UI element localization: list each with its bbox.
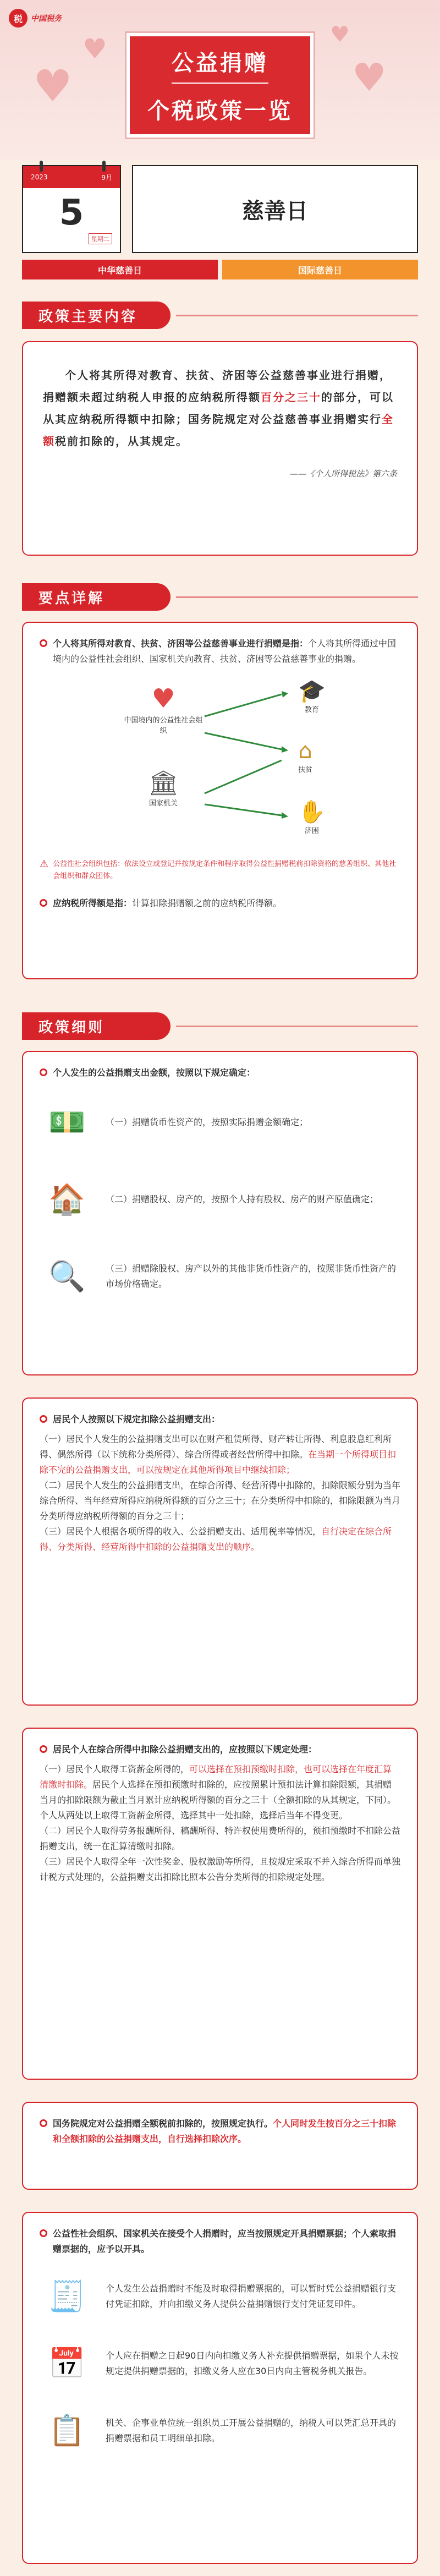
rule-receipt-item (40, 2403, 400, 2458)
bullet-icon (40, 1068, 47, 1076)
rule-amount-other: （三）捐赠除股权、房产以外的其他非货币性资产的，按照非货币性资产的市场价格确定。 (106, 1263, 397, 1289)
page-title: 公益捐赠 (172, 46, 268, 84)
calendar-month: 9月 (101, 173, 112, 182)
title-box (127, 33, 314, 138)
receipt-icon: 🧾 (48, 2279, 86, 2314)
section-header-points (22, 583, 170, 611)
divider (176, 1026, 418, 1027)
rule-amount-item (40, 1172, 400, 1227)
rule-comprehensive-title (40, 1742, 400, 1757)
bullet-icon (40, 1415, 47, 1423)
section-header-main (22, 302, 170, 329)
org-label: 中国境内的公益性社会组织 (124, 716, 203, 735)
rule-receipt-title (40, 2226, 400, 2257)
bullet-icon (40, 2119, 47, 2127)
rule-amount-title (40, 1065, 400, 1081)
rule-deduction-heading: 居民个人按照以下规定扣除公益捐赠支出： (53, 1414, 221, 1424)
day-name: 慈善日 (132, 165, 418, 253)
rule-receipt-item (40, 2336, 400, 2391)
heart-icon: ♥ (330, 22, 350, 47)
bullet-icon (40, 639, 47, 647)
logo (9, 9, 62, 28)
rule-full-deduction-text: 国务院规定对公益捐赠全额税前扣除的，按照规定执行。 (53, 2118, 273, 2129)
gov-label: 国家机关 (148, 799, 178, 808)
section-title: 政策主要内容 (22, 302, 170, 329)
divider (176, 315, 418, 316)
money-icon: 💵 (48, 1105, 86, 1139)
calendar (22, 165, 121, 253)
poverty-node (298, 738, 312, 774)
rules-card-deduction (22, 1397, 418, 1706)
main-text-c: 税前扣除的，从其规定。 (55, 435, 188, 448)
point-taxable-income (40, 896, 400, 911)
rule-deduction-1 (40, 1432, 400, 1478)
rule-receipt-bank: 个人发生公益捐赠时不能及时取得捐赠票据的，可以暂时凭公益捐赠银行支付凭证扣除，并向扣缴义务人提供公益捐赠银行支付凭证复印件。 (106, 2283, 397, 2309)
calendar-year: 2023 (31, 173, 48, 181)
calendar-rings (40, 161, 106, 172)
rule-comprehensive-1-rest: 居民个人选择在预扣预缴时扣除的，应按照累计预扣法计算扣除限额，其捐赠当月的扣除限额为截止当月累计应纳税所得额的百分之三十（全额扣除的从其规定，下同）。个人从两处以上取得工资薪金所得，选择其中一处扣除，选择后当年不得变更。 (40, 1779, 397, 1821)
poverty-alleviation-icon: ⌂ (298, 738, 312, 764)
rule-receipt-90days: 个人应在捐赠之日起90日内向扣缴义务人补充提供捐赠票据，如果个人未按规定提供捐赠票据的，扣缴义务人应在30日内向主管税务机关报告。 (106, 2350, 399, 2376)
magnifier-coins-icon: 🔍 (48, 1259, 86, 1294)
rule-deduction-1-text: （一）居民个人发生的公益捐赠支出可以在财产租赁所得、财产转让所得、利息股息红利所得、偶然所得（以下统称分类所得）、综合所得或者经营所得中扣除。 (40, 1434, 392, 1460)
main-highlight-full: 全额 (43, 413, 394, 448)
relief-label: 济困 (304, 827, 319, 835)
rule-comprehensive-2: （二）居民个人取得劳务报酬所得、稿酬所得、特许权使用费所得的，预扣预缴时不扣除公益捐赠支出，统一在汇算清缴时扣除。 (40, 1826, 401, 1851)
note-box (40, 858, 400, 883)
rules-card-full-deduction (22, 2102, 418, 2190)
main-text-b: 的部分，可以从其应纳税所得额中扣除；国务院规定对公益慈善事业捐赠实行 (43, 391, 394, 426)
rule-full-deduction-highlight: 个人同时发生按百分之三十扣除和全额扣除的公益捐赠支出，自行选择扣除次序。 (53, 2118, 397, 2144)
point-2-text: 计算扣除捐赠额之前的应纳税所得额。 (132, 898, 282, 908)
law-citation: ——《个人所得税法》第六条 (289, 469, 397, 479)
main-text-a: 个人将其所得对教育、扶贫、济困等公益慈善事业进行捐赠，捐赠额未超过纳税人申报的应纳税所得额 (43, 369, 392, 404)
relief-hand-icon: ✋ (298, 799, 326, 825)
poverty-label: 扶贫 (298, 766, 313, 774)
rules-card-comprehensive (22, 1728, 418, 2080)
rule-deduction-3-highlight: 自行决定在综合所得、分类所得、经营所得中扣除的公益捐赠支出的顺序。 (40, 1526, 392, 1552)
note-text: 公益性社会组织包括：依法设立或登记并按规定条件和程序取得公益性捐赠税前扣除资格的慈善组织、其他社会组织和群众团体。 (53, 860, 397, 880)
point-2-label: 应纳税所得额是指： (53, 898, 133, 908)
date-row (22, 165, 418, 253)
rules-card-receipt (22, 2212, 418, 2564)
donation-flow-diagram (40, 672, 400, 854)
tag-international-charity-day: 国际慈善日 (222, 260, 418, 279)
point-donation-definition (40, 636, 400, 667)
rule-comprehensive-heading: 居民个人在综合所得中扣除公益捐赠支出的，应按照以下规定处理： (53, 1744, 317, 1755)
rule-receipt-group: 机关、企事业单位统一组织员工开展公益捐赠的，纳税人可以凭汇总开具的捐赠票据和员工明细单扣除。 (106, 2418, 397, 2443)
section-title: 政策细则 (22, 1012, 170, 1040)
main-content-card (22, 341, 418, 556)
rule-amount-equity: （二）捐赠股权、房产的，按照个人持有股权、房产的财产原值确定； (106, 1194, 379, 1204)
tax-emblem-icon: 税 (9, 9, 28, 28)
edu-label: 教育 (304, 706, 319, 714)
bullet-icon (40, 1745, 47, 1753)
section-header-rules (22, 1012, 170, 1040)
rule-deduction-title (40, 1412, 400, 1427)
bullet-icon (40, 899, 47, 907)
government-building-icon: 🏛 (148, 769, 179, 797)
heart-icon: ♥ (82, 33, 107, 65)
relief-node (298, 799, 326, 835)
logo-text: 中国税务 (31, 14, 62, 23)
org-node (122, 683, 205, 735)
points-card (22, 622, 418, 979)
rule-amount-item (40, 1095, 400, 1150)
rule-amount-item (40, 1249, 400, 1304)
warning-icon: ⚠ (40, 858, 49, 870)
rule-amount-cash: （一）捐赠货币性资产的，按照实际捐赠金额确定； (106, 1117, 309, 1127)
calendar-icon: 📅 (48, 2346, 86, 2381)
education-icon: 🎓 (298, 678, 326, 704)
edu-node (298, 678, 326, 714)
rule-comprehensive-1 (40, 1762, 400, 1823)
rule-deduction-3 (40, 1524, 400, 1555)
main-highlight-thirty: 百分之三十 (261, 391, 321, 404)
divider (176, 596, 418, 598)
flow-arrows (40, 672, 403, 854)
rule-deduction-3-text: （三）居民个人根据各项所得的收入、公益捐赠支出、适用税率等情况， (40, 1526, 322, 1537)
day-tags (22, 260, 418, 279)
gov-node (122, 769, 205, 808)
calendar-weekday: 星期二 (89, 233, 112, 244)
bullet-icon (40, 2229, 47, 2237)
point-1-label: 个人将其所得对教育、扶贫、济困等公益慈善事业进行捐赠是指： (53, 638, 309, 649)
point-1-text: 个人将其所得通过中国境内的公益性社会组织、国家机关向教育、扶贫、济困等公益慈善事业的捐赠。 (53, 638, 397, 664)
rule-receipt-heading: 公益性社会组织、国家机关在接受个人捐赠时，应当按照规定开具捐赠票据；个人索取捐赠票据的，应予以开具。 (53, 2228, 397, 2254)
rules-card-amount (22, 1051, 418, 1375)
heart-hands-icon: ♥ (151, 683, 175, 714)
heart-icon: ♥ (33, 61, 73, 112)
main-paragraph (43, 364, 397, 452)
rule-comprehensive-1-highlight: 可以选择在预扣预缴时扣除，也可以选择在年度汇算清缴时扣除。 (40, 1764, 392, 1790)
rule-deduction-2: （二）居民个人发生的公益捐赠支出，在综合所得、经营所得中扣除的，扣除限额分别为当年综合所得、当年经营所得应纳税所得额的百分之三十；在分类所得中扣除的，扣除限额为当月分类所得应纳税所得额的百分之三十； (40, 1480, 401, 1521)
rule-full-deduction (40, 2116, 400, 2147)
rule-comprehensive-3: （三）居民个人取得全年一次性奖金、股权激励等所得，且按规定采取不并入综合所得而单独计税方式处理的，公益捐赠支出扣除比照本公告分类所得的扣除规定处理。 (40, 1856, 401, 1882)
tag-china-charity-day: 中华慈善日 (22, 260, 218, 279)
rule-receipt-item (40, 2269, 400, 2324)
document-list-icon: 📋 (48, 2413, 86, 2448)
section-title: 要点详解 (22, 583, 170, 611)
heart-icon: ♥ (352, 55, 387, 100)
hero-banner (0, 0, 440, 160)
page-subtitle: 个税政策一览 (147, 98, 293, 124)
rule-comprehensive-1-text: （一）居民个人取得工资薪金所得的， (40, 1764, 190, 1774)
rule-amount-heading: 个人发生的公益捐赠支出金额，按照以下规定确定： (53, 1067, 256, 1078)
house-icon: 🏠 (48, 1182, 86, 1216)
calendar-day: 5 (59, 193, 84, 233)
rule-deduction-1-highlight: 在当期一个所得项目扣除不完的公益捐赠支出，可以按规定在其他所得项目中继续扣除； (40, 1449, 397, 1475)
